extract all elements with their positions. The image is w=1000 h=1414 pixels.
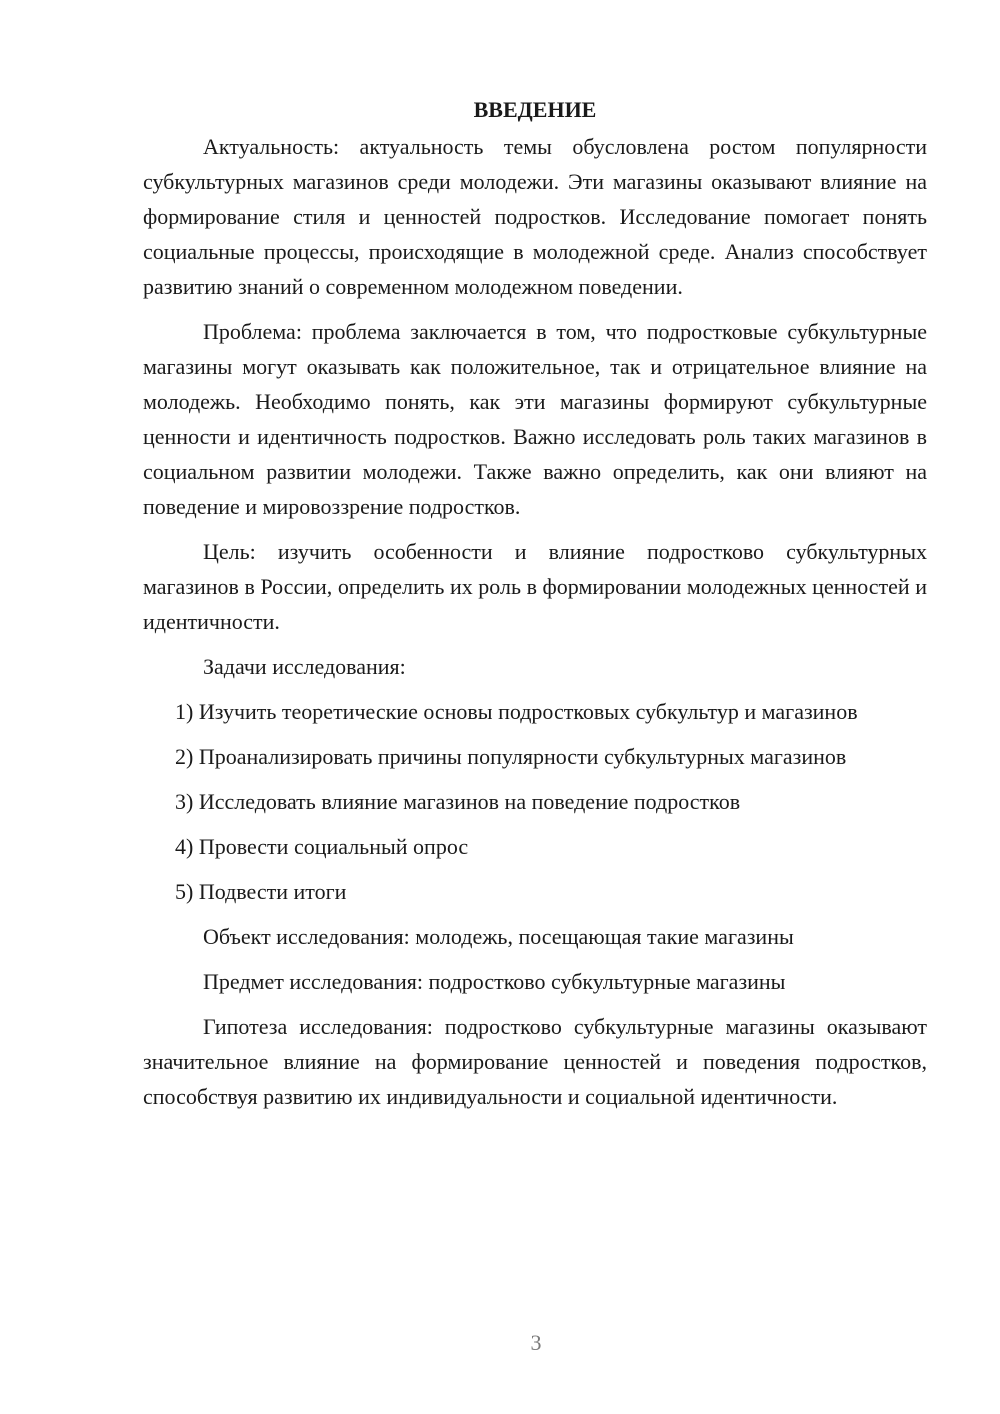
goal-paragraph: Цель: изучить особенности и влияние подростково субкультурных магазинов в России, определить их роль в формировании молодежных ценностей и идентичности. xyxy=(143,539,927,634)
subject-paragraph: Предмет исследования: подростково субкультурные магазины xyxy=(203,969,786,994)
object-paragraph: Объект исследования: молодежь, посещающая такие магазины xyxy=(203,924,794,949)
section-title: ВВЕДЕНИЕ xyxy=(473,97,597,122)
task-item: 3) Исследовать влияние магазинов на поведение подростков xyxy=(175,789,741,814)
task-item: 1) Изучить теоретические основы подростковых субкультур и магазинов xyxy=(175,699,858,724)
document-page xyxy=(143,92,927,1124)
tasks-heading: Задачи исследования: xyxy=(203,654,406,679)
task-item: 2) Проанализировать причины популярности субкультурных магазинов xyxy=(175,744,847,769)
hypothesis-paragraph: Гипотеза исследования: подростково субкультурные магазины оказывают значительное влияние на формирование ценностей и поведения подростков, способствуя развитию их индивидуальности и социальной идентичности. xyxy=(143,1014,927,1109)
problem-paragraph: Проблема: проблема заключается в том, что подростковые субкультурные магазины могут оказывать как положительное, так и отрицательное влияние на молодежь. Необходимо понять, как эти магазины формируют субкультурные ценности и идентичность подростков. Важно исследовать роль таких магазинов в социальном развитии молодежи. Также важно определить, как они влияют на поведение и мировоззрение подростков. xyxy=(143,319,927,519)
task-item: 4) Провести социальный опрос xyxy=(175,834,469,859)
task-item: 5) Подвести итоги xyxy=(175,879,347,904)
page-number: 3 xyxy=(530,1330,542,1355)
relevance-paragraph: Актуальность: актуальность темы обусловлена ростом популярности субкультурных магазинов среди молодежи. Эти магазины оказывают влияние на формирование стиля и ценностей подростков. Исследование помогает понять социальные процессы, происходящие в молодежной среде. Анализ способствует развитию знаний о современном молодежном поведении. xyxy=(143,134,927,299)
